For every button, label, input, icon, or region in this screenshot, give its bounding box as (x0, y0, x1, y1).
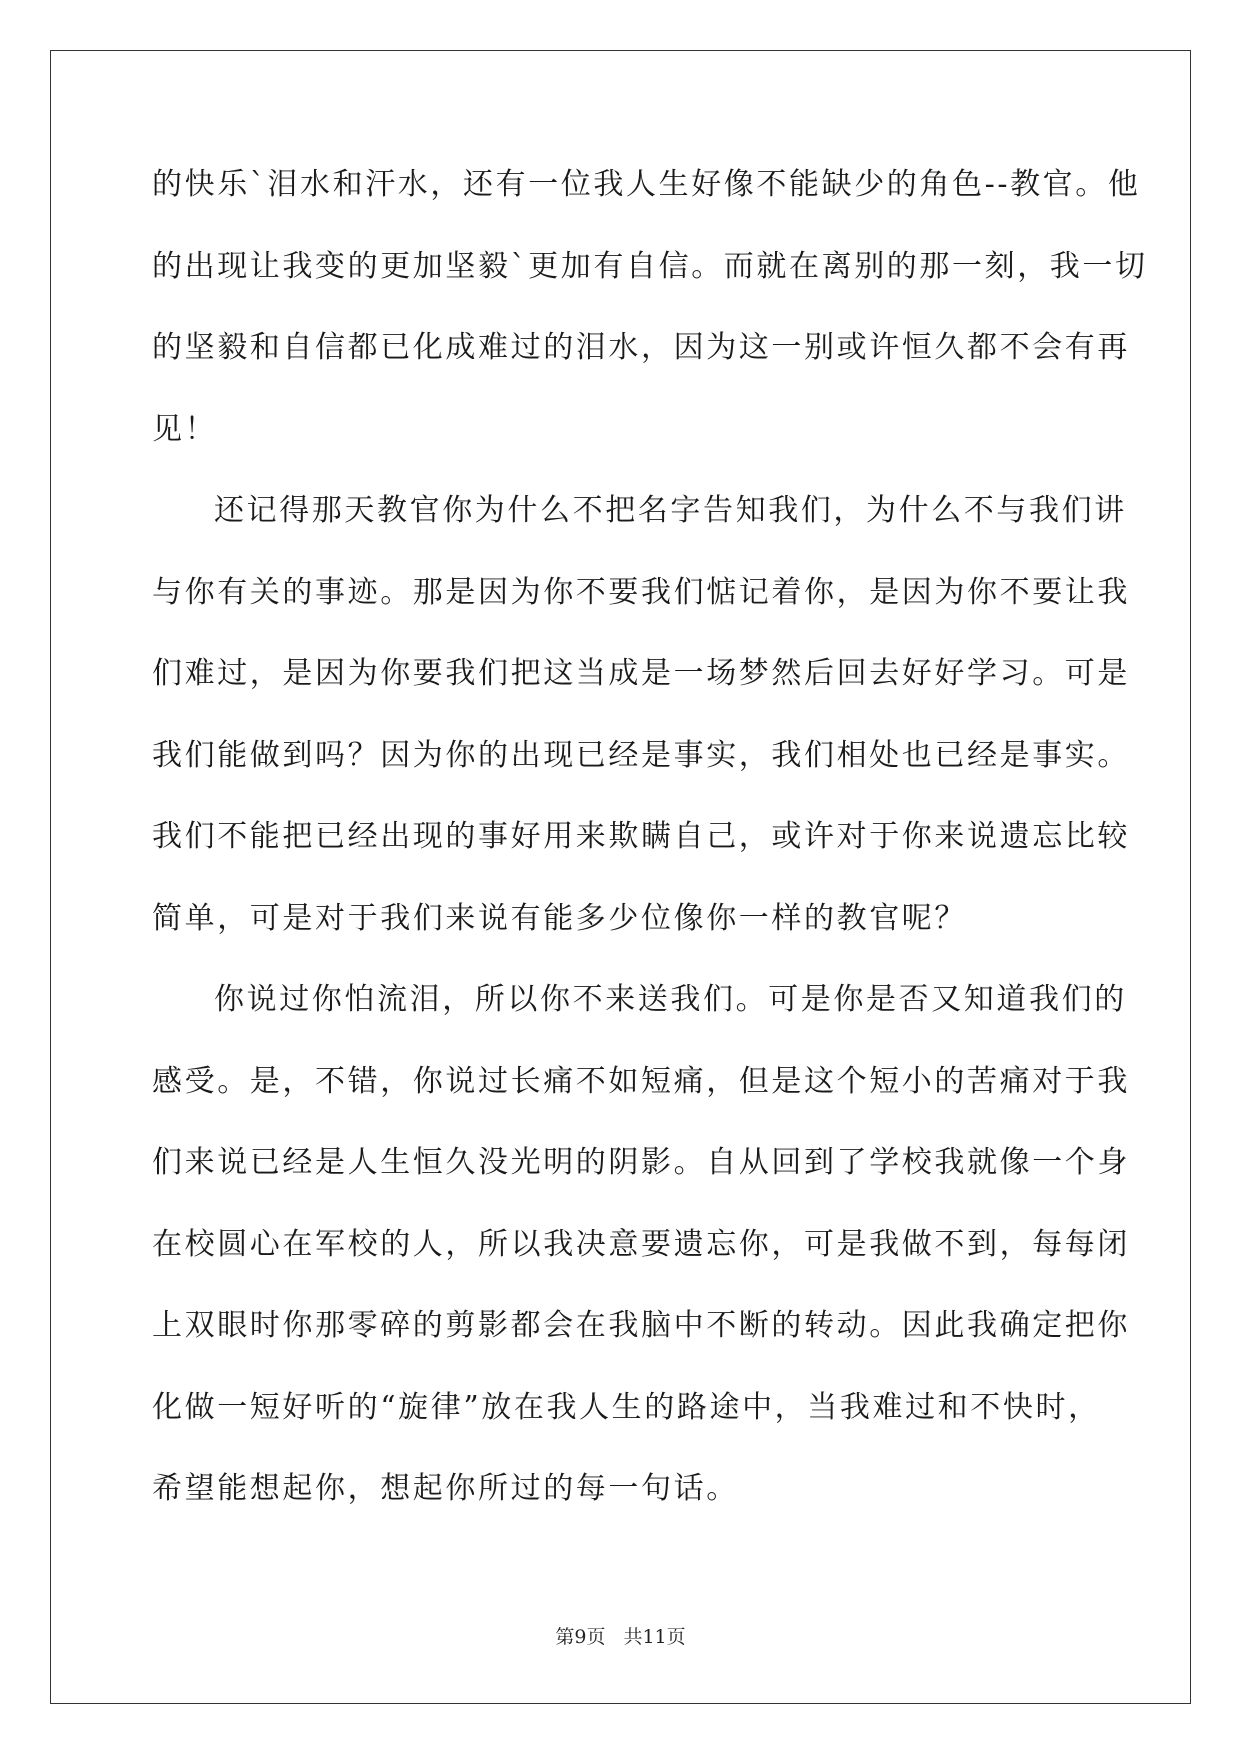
paragraph-line: 见！ (152, 411, 218, 447)
paragraph-line: 化做一短好听的“旋律”放在我人生的路途中，当我难过和不快时， (152, 1389, 1101, 1425)
paragraph-line: 的出现让我变的更加坚毅`更加有自信。而就在离别的那一刻，我一切 (152, 248, 1148, 284)
page-footer (0, 1622, 1241, 1649)
paragraph-line: 的快乐`泪水和汗水，还有一位我人生好像不能缺少的角色--教官。他 (152, 167, 1141, 202)
paragraph-line: 我们不能把已经出现的事好用来欺瞒自己，或许对于你来说遗忘比较 (152, 819, 1130, 854)
paragraph-line: 简单，可是对于我们来说有能多少位像你一样的教官呢？ (152, 900, 967, 936)
paragraph-line: 你说过你怕流泪，所以你不来送我们。可是你是否又知道我们的 (214, 982, 1127, 1017)
paragraph-line: 在校圆心在军校的人，所以我决意要遗忘你，可是我做不到，每每闭 (152, 1226, 1130, 1262)
paragraph-line: 与你有关的事迹。那是因为你不要我们惦记着你，是因为你不要让我 (152, 574, 1130, 610)
body-text (152, 162, 1148, 1548)
paragraph-line: 我们能做到吗？因为你的出现已经是事实，我们相处也已经是事实。 (152, 737, 1130, 773)
paragraph-line: 们难过，是因为你要我们把这当成是一场梦然后回去好好学习。可是 (152, 656, 1130, 691)
page-number: 第9页 (555, 1626, 606, 1648)
paragraph-line: 的坚毅和自信都已化成难过的泪水，因为这一别或许恒久都不会有再 (152, 330, 1130, 365)
paragraph-line: 上双眼时你那零碎的剪影都会在我脑中不断的转动。因此我确定把你 (152, 1308, 1130, 1343)
page-total: 共11页 (623, 1626, 686, 1648)
paragraph-line: 们来说已经是人生恒久没光明的阴影。自从回到了学校我就像一个身 (152, 1145, 1130, 1180)
paragraph-line: 还记得那天教官你为什么不把名字告知我们，为什么不与我们讲 (214, 493, 1127, 528)
paragraph-line: 感受。是，不错，你说过长痛不如短痛，但是这个短小的苦痛对于我 (152, 1063, 1130, 1099)
paragraph-line: 希望能想起你，想起你所过的每一句话。 (152, 1471, 739, 1506)
